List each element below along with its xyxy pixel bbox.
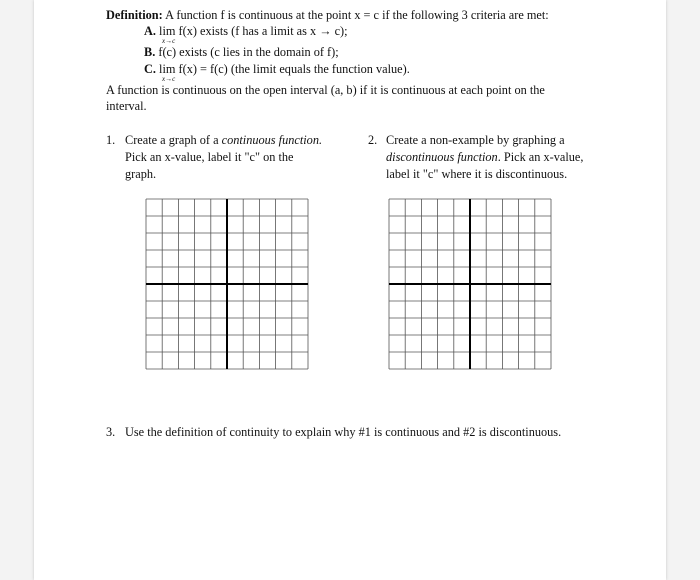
task-2-line-3: label it "c" where it is discontinuous. — [386, 167, 568, 181]
worksheet-page — [34, 0, 666, 580]
task-2-line-1: Create a non-example by graphing a — [386, 133, 565, 147]
interval-line-1: A function is continuous on the open interval (a, b) if it is continuous at each point on the — [106, 83, 545, 97]
task-1-line-3: graph. — [125, 167, 157, 181]
interval-line-2: interval. — [106, 99, 147, 113]
task-2-line-2 — [386, 149, 583, 165]
criterion-a-label: A. — [144, 24, 156, 38]
graph-grid-2[interactable] — [388, 198, 552, 370]
task-2-line-2-italic: discontinuous function — [386, 150, 498, 164]
graph-grid-1[interactable] — [145, 198, 309, 370]
definition-intro: A function f is continuous at the point x = c if the following 3 criteria are met: — [165, 8, 549, 22]
task-1-number: 1. — [106, 133, 116, 147]
task-2-line-2-plain: . Pick an x-value, — [497, 150, 584, 164]
criterion-a-text: lim f(x) exists (f has a limit as x → c); — [159, 24, 348, 38]
criterion-b-label: B. — [144, 45, 156, 59]
task-1-line-1 — [125, 132, 322, 148]
task-2-number: 2. — [368, 133, 378, 147]
criterion-c — [144, 61, 410, 77]
task-3-number: 3. — [106, 425, 116, 439]
criterion-b-text: f(c) exists (c lies in the domain of f); — [158, 45, 339, 59]
task-1-line-1-italic: continuous function. — [221, 133, 323, 147]
criterion-c-subscript: x→c — [162, 75, 176, 83]
criterion-a-subscript: x→c — [162, 37, 176, 45]
definition-label: Definition: — [106, 8, 163, 22]
task-1-line-1-plain: Create a graph of a — [125, 133, 222, 147]
task-3-text: Use the definition of continuity to explain why #1 is continuous and #2 is discontinuous. — [125, 425, 562, 439]
criterion-c-label: C. — [144, 62, 156, 76]
criterion-c-text: lim f(x) = f(c) (the limit equals the function value). — [159, 62, 410, 76]
task-1-line-2: Pick an x-value, label it "c" on the — [125, 150, 294, 164]
definition-line — [106, 7, 549, 23]
criterion-b — [144, 44, 339, 60]
